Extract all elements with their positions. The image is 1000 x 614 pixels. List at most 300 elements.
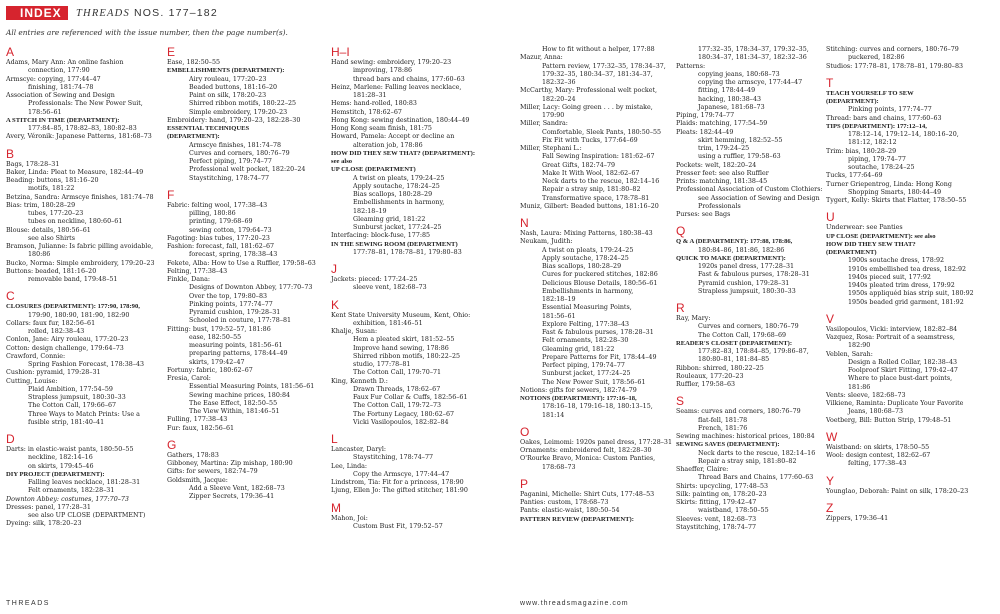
- section-letter: V: [826, 311, 835, 326]
- index-entry: Embroidery: hand, 179:20–23, 182:28–30: [167, 116, 301, 124]
- index-entry: Paint on silk, 178:20–23: [189, 92, 267, 99]
- index-entry: rolled, 182:38–43: [28, 328, 85, 335]
- index-entry: Professionals: [698, 202, 741, 210]
- index-entry: PATTERN REVIEW (DEPARTMENT):: [520, 515, 634, 523]
- index-entry: Thread: bars and chains, 177:60–63: [826, 114, 942, 122]
- index-entry: Great Gifts, 182:74–79: [542, 161, 616, 169]
- index-entry: Bias scallops, 180:28–29: [542, 263, 622, 270]
- section-letter: A: [6, 45, 15, 59]
- index-entry: see also Shirts: [28, 234, 75, 242]
- index-entry: Voetberg, Bill: Button Strip, 179:48–51: [826, 416, 952, 424]
- index-entry: fitting, 178:44–49: [698, 87, 756, 95]
- index-entry: The Cotton Call, 179:68–69: [698, 331, 787, 339]
- index-entry: Neck darts to the rescue, 182:14–16: [698, 449, 816, 457]
- index-entry: Dyeing: silk, 178:20–23: [6, 520, 82, 528]
- index-entry: studio, 177:78–81: [353, 361, 411, 368]
- index-entry: Trim: bias, 180:28–29: [826, 147, 897, 155]
- index-entry: Paganini, Michelle: Shirt Cuts, 177:48–53: [520, 490, 655, 498]
- index-entry: motifs, 181:22: [28, 185, 75, 193]
- index-entry: Where to place bust-dart points,: [848, 375, 953, 383]
- index-entry: DIY PROJECT (DEPARTMENT):: [6, 470, 105, 478]
- index-entry: The Cotton Call, 179:66–67: [28, 402, 117, 410]
- index-entry: Apply soutache, 178:24–25: [542, 254, 629, 262]
- index-entry: Shirred ribbon motifs, 180:22–25: [189, 100, 297, 108]
- index-entry: Bucko, Norma: Simple embroidery, 179:20–23: [6, 259, 155, 267]
- index-entry: The View Within, 181:46–51: [189, 408, 280, 415]
- section-letter: K: [331, 297, 340, 312]
- index-entry: Beaded buttons, 181:16–20: [189, 83, 278, 91]
- intro-text: All entries are referenced with the issue number, then the page number(s).: [6, 28, 288, 37]
- index-entry: Mazur, Anna:: [520, 54, 563, 62]
- index-entry: 178:16–18, 179:16–18, 180:13–15, 181:14: [542, 403, 653, 419]
- index-entry: Skirts: fitting, 179:42–47: [676, 499, 757, 506]
- index-entry: Piping, 179:74–77: [676, 112, 735, 119]
- section-letter: H–I: [331, 45, 350, 59]
- index-entry: 178:68–73: [542, 463, 576, 471]
- index-entry: Pockets: welt, 182:20–24: [676, 161, 757, 169]
- index-entry: Explore Felting, 177:38–43: [542, 320, 630, 328]
- index-entry: Miller, Lacy: Going green . . . by mistake,: [520, 103, 653, 111]
- index-entry: Hong Kong: sewing destination, 180:44–49: [331, 116, 470, 124]
- index-entry: Simple embroidery, 179:20–23: [189, 108, 288, 116]
- index-entry: Mahon, Joi:: [331, 514, 368, 522]
- index-entry: removable band, 179:48–51: [28, 276, 118, 283]
- index-entry: TEACH YOURSELF TO SEW: [826, 89, 914, 97]
- index-entry: Ray, Mary:: [676, 315, 711, 322]
- index-entry: Pyramid cushion, 179:28–31: [698, 279, 790, 287]
- index-entry: Shaeffer, Claire:: [676, 466, 729, 473]
- index-entry: Curves and corners, 180:76–79: [698, 323, 799, 331]
- index-entry: 1920s panel dress, 177:28–31: [698, 263, 795, 270]
- index-entry: tubes on neckline, 180:60–61: [28, 218, 123, 226]
- index-entry: Silk: painting on, 178:20–23: [676, 490, 767, 498]
- index-entry: finishing, 181:74–78: [28, 83, 94, 91]
- index-entry: Strapless jumpsuit, 180:30–33: [698, 287, 796, 295]
- index-entry: Howard, Pamela: Accept or decline an: [331, 133, 455, 141]
- index-entry: Cotton: design challenge, 179:64–73: [6, 344, 124, 352]
- index-entry: ESSENTIAL TECHNIQUES: [167, 125, 250, 132]
- index-entry: Ruffler, 179:58–63: [676, 381, 736, 388]
- index-entry: trim, 179:24–25: [698, 145, 750, 152]
- index-entry: Seams: curves and corners, 180:76–79: [676, 408, 801, 416]
- section-letter: O: [520, 424, 530, 439]
- index-entry: Hem a pleated skirt, 181:52–55: [353, 336, 455, 344]
- index-entry: Pinking points, 177:74–77: [848, 106, 932, 114]
- section-letter: C: [6, 289, 15, 304]
- section-letter: Z: [826, 500, 834, 515]
- section-letter: J: [331, 262, 337, 276]
- index-entry: Bramson, Julianne: Is fabric pilling avoidable,: [6, 243, 154, 250]
- index-entry: The Ease Effect, 182:50–55: [189, 399, 278, 407]
- index-entry: Conlon, Jane: Airy rouleau, 177:20–23: [6, 336, 129, 344]
- index-entry: 1950s appliquéd bias strip suit, 180:92: [848, 290, 974, 298]
- index-entry: hacking, 180:38–43: [698, 95, 762, 103]
- footer-brand: THREADS: [6, 600, 50, 607]
- index-entry: Hemstitch, 178:62–67: [331, 108, 402, 116]
- index-entry: (DEPARTMENT):: [167, 133, 220, 141]
- index-entry: McCarthy, Mary: Professional welt pocket,: [520, 87, 658, 95]
- index-entry: O'Rourke Bravo, Monica: Custom Panties,: [520, 455, 656, 463]
- index-entry: Lancaster, Daryl:: [331, 446, 386, 453]
- title-italic: THREADS: [76, 8, 130, 19]
- index-entry: Sunburst jacket, 177:24–25: [542, 370, 631, 378]
- index-entry: Crawford, Connie:: [6, 352, 66, 360]
- index-entry: Baker, Linda: Pleat to Measure, 182:44–49: [6, 168, 144, 176]
- index-entry: Professional Association of Custom Clothiers:: [676, 186, 823, 194]
- index-entry: Fagoting: bias tubes, 177:20–23: [167, 234, 270, 242]
- index-entry: Tucks, 177:64–69: [826, 172, 883, 180]
- index-entry: Embellishments in harmony,: [353, 199, 445, 207]
- index-entry: Thread Bars and Chains, 177:60–63: [698, 474, 814, 482]
- index-entry: soutache, 178:24–25: [848, 164, 915, 171]
- index-entry: Custom Bust Fit, 179:52–57: [353, 522, 443, 530]
- section-letter: E: [167, 45, 176, 59]
- index-entry: alteration job, 178:86: [353, 141, 423, 149]
- section-letter: R: [676, 301, 685, 315]
- section-letter: B: [6, 146, 15, 161]
- section-letter: F: [167, 187, 175, 202]
- index-entry: Plaids: matching, 177:54–59: [676, 120, 768, 128]
- index-entry: Felting, 177:38–43: [167, 267, 228, 275]
- index-entry: Staystitching, 178:74–77: [353, 454, 434, 462]
- index-entry: Q & A (DEPARTMENT): 177:88, 178:86,: [676, 238, 793, 246]
- index-entry: Pyramid cushion, 179:28–31: [189, 309, 281, 316]
- index-entry: see Association of Sewing and Design: [698, 194, 820, 202]
- index-entry: The Fortuny Legacy, 180:62–67: [353, 410, 455, 418]
- index-entry: Avery, Véronik: Japanese Patterns, 181:68–73: [6, 133, 152, 141]
- index-entry: Copy the Armscye, 177:44–47: [353, 470, 450, 478]
- index-entry: Schooled in couture, 177:78–81: [189, 317, 292, 325]
- index-column-1: [6, 46, 160, 529]
- section-letter: Y: [826, 473, 835, 488]
- index-entry: Lee, Linda:: [331, 462, 368, 470]
- index-column-6: [826, 46, 980, 523]
- index-entry: preparing patterns, 178:44–49: [189, 350, 288, 358]
- index-entry: Neukam, Judith:: [520, 238, 573, 246]
- index-entry: 178:56–61: [28, 108, 62, 116]
- section-letter: M: [331, 500, 341, 515]
- index-entry: Perfect piping, 179:74–77: [189, 158, 272, 165]
- section-letter: G: [167, 437, 177, 452]
- index-entry: 1940s pleated trim dress, 179:92: [848, 282, 955, 289]
- index-entry: 180:86: [28, 251, 51, 259]
- index-entry: King, Kenneth D.:: [331, 377, 388, 385]
- index-column-3: [331, 46, 485, 531]
- index-entry: Fashion: forecast, fall, 181:62–67: [167, 243, 275, 250]
- index-entry: Ribbon: shirred, 180:22–25: [676, 364, 764, 372]
- index-entry: Hand sewing: embroidery, 179:20–23: [331, 59, 452, 66]
- index-entry: Pants: elastic-waist, 180:50–54: [520, 507, 620, 515]
- index-column-2: [167, 46, 321, 501]
- index-entry: Miller, Stephani L.:: [520, 145, 582, 152]
- index-entry: sleeve vent, 182:68–73: [353, 284, 427, 292]
- index-entry: 177:78–81, 178:78–81, 179:80–83: [353, 248, 462, 256]
- index-entry: Rouleaux, 177:20–23: [676, 372, 744, 380]
- index-entry: Presser feet: see also Ruffler: [676, 169, 769, 177]
- index-entry: Vazquez, Rosa: Portrait of a seamstress,: [826, 334, 955, 341]
- index-entry: 177:32–35, 178:34–37, 179:32–35,: [698, 46, 809, 53]
- index-entry: Nash, Laura: Mixing Patterns, 180:38–43: [520, 230, 653, 237]
- index-entry: tubes, 177:20–23: [28, 210, 84, 217]
- index-entry: Fortuny: fabric, 180:62–67: [167, 366, 253, 374]
- index-entry: Gleaming grid, 181:22: [542, 345, 615, 353]
- index-entry: printing, 179:68–69: [189, 218, 253, 226]
- index-entry: Oakes, Leimomi: 1920s panel dress, 177:28–31: [520, 438, 672, 446]
- index-entry: Sleeves: vent, 182:68–73: [676, 515, 757, 523]
- index-entry: Betzina, Sandra: Armscye finishes, 181:74–78: [6, 193, 154, 201]
- index-entry: puckered, 182:86: [848, 54, 905, 62]
- index-entry: 179:90: [542, 112, 565, 119]
- index-entry: Shopping Smarts, 180:44–49: [848, 188, 942, 196]
- index-entry: Delicious Blouse Details, 180:56–61: [542, 279, 658, 287]
- index-entry: improving, 178:86: [353, 67, 413, 75]
- index-entry: 1950s beaded grid garment, 181:92: [848, 298, 964, 306]
- index-entry: thread bars and chains, 177:60–63: [353, 75, 465, 83]
- index-entry: Fitting: bust, 179:52–57, 181:86: [167, 325, 271, 333]
- section-letter: P: [520, 476, 529, 491]
- index-entry: Gibboney, Martina: Zip mishap, 180:90: [167, 460, 293, 467]
- index-entry: EMBELLISHMENTS (DEPARTMENT):: [167, 67, 285, 75]
- index-entry: Professionals: The New Power Suit,: [28, 100, 143, 108]
- index-entry: Buttons: beaded, 181:16–20: [6, 267, 97, 275]
- index-entry: Gleaming grid, 181:22: [353, 215, 426, 223]
- index-entry: Fulling, 177:38–43: [167, 416, 228, 424]
- section-letter: U: [826, 210, 835, 225]
- index-entry: copying the armscye, 177:44–47: [698, 79, 803, 86]
- index-entry: Stitching: curves and corners, 180:76–79: [826, 46, 959, 53]
- index-entry: sewing cotton, 179:64–73: [189, 226, 272, 234]
- index-entry: Professional welt pocket, 182:20–24: [189, 166, 306, 174]
- index-entry: Plaid Ambition, 177:54–59: [28, 385, 113, 393]
- index-entry: UP CLOSE (DEPARTMENT): [331, 166, 416, 174]
- index-entry: Designs of Downton Abbey, 177:70–73: [189, 284, 313, 292]
- index-entry: ease, 182:50–55: [189, 333, 242, 341]
- page-header: [6, 4, 218, 22]
- section-letter: N: [520, 216, 529, 230]
- index-entry: Design a Rolled Collar, 182:38–43: [848, 358, 958, 366]
- index-entry: UP CLOSE (DEPARTMENT): see also: [826, 232, 936, 240]
- index-entry: Notions: gifts for sewers, 182:74–79: [520, 386, 637, 394]
- index-entry: Fix Fit with Tucks, 177:64–69: [542, 136, 638, 144]
- index-entry: 182:20–24: [542, 95, 576, 103]
- index-entry: Foolproof Skirt Fitting, 179:42–47: [848, 367, 958, 374]
- index-entry: Bias scallops, 180:28–29: [353, 191, 433, 198]
- index-entry: French, 181:76: [698, 424, 748, 432]
- section-letter: S: [676, 394, 685, 409]
- index-entry: Vents: sleeve, 182:68–73: [826, 391, 906, 399]
- index-entry: Staystitching, 178:74–77: [676, 523, 757, 531]
- index-entry: Prepare Patterns for Fit, 178:44–49: [542, 353, 657, 361]
- index-entry: SEWING SAVES (DEPARTMENT):: [676, 441, 780, 449]
- index-entry: 182:32–36: [542, 79, 576, 86]
- index-entry: Hems: hand-rolled, 180:83: [331, 100, 417, 108]
- index-entry: Curves and corners, 180:76–79: [189, 149, 290, 157]
- index-entry: Essential Measuring Points, 181:56–61: [189, 383, 315, 391]
- index-entry: IN THE SEWING ROOM (DEPARTMENT): [331, 240, 458, 248]
- index-entry: 178:12–14, 179:12–14, 180:16–20,: [848, 131, 959, 138]
- index-entry: READER'S CLOSET (DEPARTMENT):: [676, 339, 793, 347]
- index-entry: 180:84–86, 181:86, 182:86: [698, 246, 785, 254]
- index-entry: 177:84–85, 178:82–83, 180:82–83: [28, 125, 137, 132]
- index-entry: Vasilopoulos, Vicki: interview, 182:82–84: [826, 325, 958, 333]
- index-entry: Sunburst jacket, 177:24–25: [353, 224, 442, 231]
- index-entry: Staystitching, 178:74–77: [189, 174, 270, 182]
- index-entry: Improve hand sewing, 178:86: [353, 344, 449, 352]
- index-entry: copying jeans, 180:68–73: [698, 70, 780, 78]
- index-entry: fusible strip, 181:40–41: [28, 418, 105, 426]
- index-entry: Fast & fabulous purses, 178:28–31: [698, 271, 810, 279]
- index-entry: connection, 177:90: [28, 67, 90, 75]
- index-entry: Gifts: for sewers, 182:74–79: [167, 468, 258, 476]
- index-entry: 182:90: [848, 342, 871, 350]
- index-entry: Bags, 178:28–31: [6, 160, 60, 168]
- index-entry: on skirts, 179:45–46: [28, 462, 94, 470]
- index-entry: Felt ornaments, 182:28–30: [542, 337, 629, 345]
- section-letter: D: [6, 432, 15, 446]
- index-entry: Tygert, Kelly: Skirts that Flatter, 178:50–55: [826, 197, 967, 204]
- index-entry: 181:28–31: [353, 92, 387, 99]
- index-entry: Goldsmith, Jacque:: [167, 476, 228, 484]
- index-entry: Hong Kong seam finish, 181:75: [331, 125, 432, 132]
- index-entry: Spring Fashion Forecast, 178:38–43: [28, 361, 145, 368]
- page-title: [76, 7, 218, 19]
- index-entry: 1940s pieced suit, 177:92: [848, 273, 931, 281]
- index-entry: Prints: matching, 181:38–45: [676, 178, 768, 185]
- index-entry: Make It With Wool, 182:62–67: [542, 169, 640, 177]
- index-entry: Patterns:: [676, 62, 706, 70]
- index-entry: waistband, 178:50–55: [698, 507, 769, 515]
- index-entry: Studios: 177:78–81, 178:78–81, 179:80–83: [826, 62, 964, 70]
- index-column-5: [676, 46, 830, 532]
- index-entry: 1900s soutache dress, 178:92: [848, 257, 945, 265]
- section-letter: Q: [676, 224, 686, 239]
- index-entry: forecast, spring, 178:38–43: [189, 251, 278, 259]
- index-entry: Fur: faux, 182:56–61: [167, 424, 235, 432]
- index-entry: Japanese, 181:68–73: [698, 103, 765, 111]
- index-entry: (DEPARTMENT):: [826, 98, 879, 105]
- index-entry: Ease, 182:50–55: [167, 59, 221, 66]
- index-entry: Vicki Vasilopoulos, 182:82–84: [353, 418, 449, 426]
- index-entry: 180:34–37, 181:34–37, 182:32–36: [698, 54, 807, 62]
- index-entry: Turner Griepentrog, Linda: Hong Kong: [826, 180, 952, 188]
- index-entry: Fresia, Carol:: [167, 375, 211, 382]
- index-entry: Over the top, 179:80–83: [189, 292, 268, 300]
- index-entry: Armscye finishes, 181:74–78: [189, 141, 282, 149]
- index-entry: (DEPARTMENT): [826, 249, 877, 256]
- index-entry: Jackets: pieced: 177:24–25: [331, 276, 418, 283]
- index-entry: 180:80–81, 181:84–85: [698, 356, 770, 364]
- index-entry: Neck darts to the rescue, 182:14–16: [542, 178, 660, 185]
- index-entry: Zippers, 179:36–41: [826, 514, 889, 522]
- index-entry: The New Power Suit, 178:56–61: [542, 378, 646, 386]
- index-entry: Bias: trim, 180:28–29: [6, 201, 76, 209]
- index-entry: How to fit without a helper, 177:88: [542, 46, 655, 53]
- index-entry: Add a Sleeve Vent, 182:68–73: [189, 484, 285, 492]
- index-entry: flat-fell, 181:78: [698, 416, 748, 424]
- index-entry: HOW DID THEY SEW THAT? (DEPARTMENT): see also: [331, 149, 476, 165]
- index-entry: Dresses: panel, 177:28–31: [6, 503, 91, 511]
- index-entry: Kent State University Museum, Kent, Ohio:: [331, 311, 471, 319]
- index-entry: Falling leaves necklace, 181:28–31: [28, 479, 141, 486]
- index-entry: QUICK TO MAKE (DEPARTMENT):: [676, 254, 786, 262]
- index-entry: neckline, 182:14–16: [28, 454, 93, 462]
- index-entry: Blouse: details, 180:56–61: [6, 226, 91, 234]
- index-entry: NOTIONS (DEPARTMENT): 177:16–18,: [520, 395, 637, 402]
- index-entry: Repair a stray snip, 181:80–82: [698, 457, 797, 465]
- index-entry: 1910s embellished tea dress, 182:92: [848, 265, 967, 273]
- index-entry: Muniz, Gilbert: Beaded buttons, 181:16–20: [520, 202, 659, 210]
- index-entry: Gathers, 178:83: [167, 451, 219, 459]
- index-entry: Pleats: 182:44–49: [676, 128, 734, 136]
- index-entry: A STITCH IN TIME (DEPARTMENT):: [6, 116, 120, 124]
- index-entry: Jeans, 180:68–73: [848, 408, 904, 416]
- index-entry: Sewing machine prices, 180:84: [189, 391, 291, 399]
- index-entry: A twist on pleats, 179:24–25: [542, 246, 634, 254]
- index-entry: 179:90, 180:90, 181:90, 182:90: [28, 311, 130, 319]
- index-entry: 181:12, 182:12: [848, 139, 897, 147]
- index-entry: Drawn Threads, 178:62–67: [353, 385, 441, 393]
- index-entry: Interfacing: block-fuse, 177:85: [331, 232, 431, 240]
- index-entry: Essential Measuring Points,: [542, 304, 632, 312]
- index-entry: Pattern review, 177:32–35, 178:34–37,: [542, 62, 666, 70]
- index-entry: CLOSURES (DEPARTMENT): 177:90, 178:90,: [6, 303, 140, 311]
- index-entry: TIPS (DEPARTMENT): 177:12–14,: [826, 122, 927, 130]
- index-entry: felting, 177:38–43: [848, 460, 907, 468]
- index-entry: Ornaments: embroidered felt, 182:28–30: [520, 447, 652, 454]
- index-entry: Apply soutache, 178:24–25: [353, 182, 440, 190]
- index-entry: Finkle, Dana:: [167, 276, 211, 283]
- section-letter: W: [826, 429, 838, 444]
- index-entry: Felt ornaments, 182:28–31: [28, 487, 115, 495]
- index-entry: Khalje, Susan:: [331, 328, 378, 335]
- index-entry: Younglao, Deborah: Paint on silk, 178:20–23: [826, 487, 969, 495]
- index-entry: Shirts: upcycling, 177:48–53: [676, 482, 769, 490]
- index-entry: 177:82–83, 178:84–85, 179:86–87,: [698, 348, 809, 355]
- index-entry: 179:32–35, 180:34–37, 181:34–37,: [542, 70, 653, 78]
- index-entry: Cures for puckered stitches, 182:86: [542, 271, 658, 279]
- footer-url[interactable]: www.threadsmagazine.com: [520, 600, 629, 607]
- index-entry: Ljung, Ellen Jo: The gifted stitcher, 181:90: [331, 487, 468, 495]
- index-entry: Fall Sewing Inspiration: 181:62–67: [542, 153, 655, 161]
- index-entry: Armscye: copying, 177:44–47: [6, 75, 101, 83]
- index-entry: Perfect piping, 179:74–77: [542, 362, 625, 369]
- index-entry: Transformative space, 178:78–81: [542, 194, 650, 202]
- index-entry: measuring points, 181:56–61: [189, 342, 283, 349]
- index-entry: Heinz, Marlene: Falling leaves necklace,: [331, 83, 462, 91]
- index-entry: using a ruffler, 179:58–63: [698, 153, 781, 161]
- index-entry: piping, 179:74–77: [848, 155, 906, 163]
- index-entry: Purses: see Bags: [676, 211, 731, 218]
- index-entry: 181:56–61: [542, 312, 576, 320]
- index-entry: Panties: custom, 178:68–73: [520, 499, 609, 506]
- index-entry: 181:86: [848, 383, 871, 391]
- index-entry: Veblen, Sarah:: [826, 350, 873, 358]
- index-entry: Adams, Mary Ann: An online fashion: [6, 59, 124, 66]
- index-entry: Cutting, Louise:: [6, 377, 58, 385]
- index-entry: Comfortable, Sleek Pants, 180:50–55: [542, 128, 662, 136]
- index-entry: Sewing machines: historical prices, 180:84: [676, 433, 815, 440]
- index-entry: Collars: faux fur, 182:56–61: [6, 319, 96, 327]
- index-entry: The Cotton Call, 179:72–73: [353, 402, 442, 410]
- title-rest: NOS. 177–182: [129, 7, 218, 19]
- section-letter: L: [331, 432, 338, 446]
- index-entry: Embellishments in harmony,: [542, 287, 634, 295]
- index-entry: Strapless jumpsuit, 180:30–33: [28, 394, 126, 401]
- index-entry: Waistband: on skirts, 178:50–55: [826, 443, 930, 451]
- index-entry: exhibition, 181:46–51: [353, 319, 423, 327]
- index-entry: Beading: buttons, 181:16–20: [6, 177, 99, 184]
- index-label: INDEX: [6, 6, 68, 20]
